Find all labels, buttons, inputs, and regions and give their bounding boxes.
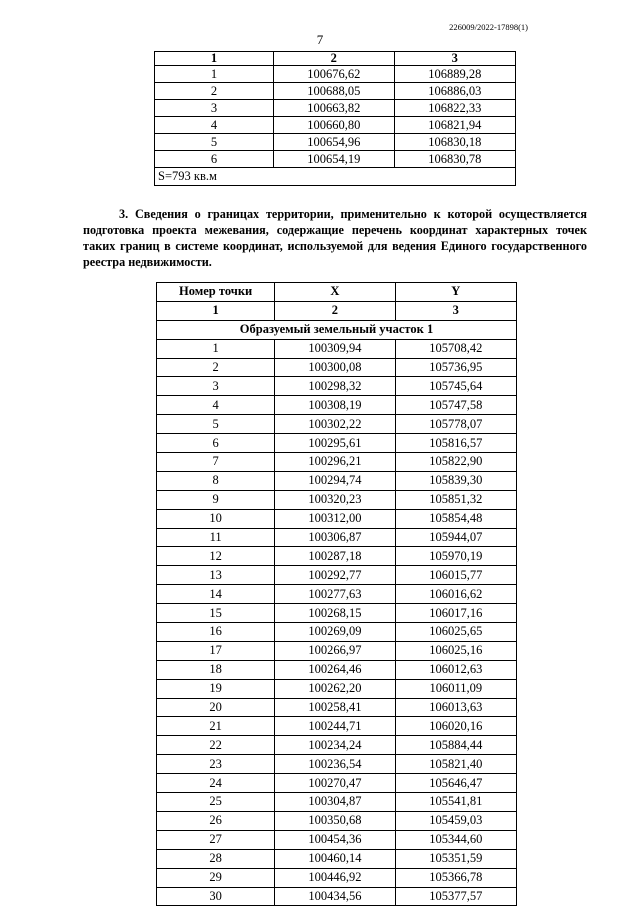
x-cell: 100302,22 (275, 415, 395, 434)
table-row (157, 887, 517, 906)
x-cell: 100234,24 (275, 736, 395, 755)
x-cell: 100268,15 (275, 604, 395, 623)
y-cell: 106015,77 (395, 566, 516, 585)
y-cell: 106025,65 (395, 623, 516, 642)
x-cell: 100306,87 (275, 528, 395, 547)
table-row (157, 490, 517, 509)
y-cell: 105944,07 (395, 528, 516, 547)
section-title-row (157, 320, 517, 339)
x-cell: 100295,61 (275, 434, 395, 453)
point-number-cell: 15 (157, 604, 275, 623)
point-number-cell: 30 (157, 887, 275, 906)
point-number-cell: 10 (157, 509, 275, 528)
column-number: 3 (394, 52, 515, 66)
header-y: Y (395, 283, 516, 302)
y-cell: 106830,78 (394, 151, 515, 168)
x-cell: 100654,19 (274, 151, 394, 168)
table-row (155, 151, 516, 168)
point-number-cell: 3 (157, 377, 275, 396)
table-row (157, 434, 517, 453)
y-cell: 105708,42 (395, 339, 516, 358)
table-row (157, 377, 517, 396)
column-number-row (155, 52, 516, 66)
x-cell: 100277,63 (275, 585, 395, 604)
x-cell: 100292,77 (275, 566, 395, 585)
y-cell: 105646,47 (395, 774, 516, 793)
x-cell: 100236,54 (275, 755, 395, 774)
y-cell: 105377,57 (395, 887, 516, 906)
section-title: Образуемый земельный участок 1 (157, 320, 517, 339)
table-row (157, 547, 517, 566)
point-number-cell: 1 (155, 66, 274, 83)
y-cell: 106821,94 (394, 117, 515, 134)
x-cell: 100460,14 (275, 849, 395, 868)
y-cell: 105821,40 (395, 755, 516, 774)
point-number-cell: 3 (155, 100, 274, 117)
point-number-cell: 23 (157, 755, 275, 774)
page-number: 7 (316, 32, 324, 47)
point-number-cell: 17 (157, 641, 275, 660)
table-row (157, 396, 517, 415)
x-cell: 100298,32 (275, 377, 395, 396)
point-number-cell: 1 (157, 339, 275, 358)
y-cell: 106830,18 (394, 134, 515, 151)
table-row (155, 83, 516, 100)
coordinates-table-boundaries (156, 282, 517, 906)
x-cell: 100350,68 (275, 811, 395, 830)
table-row (157, 415, 517, 434)
column-number-row (157, 301, 517, 320)
table-row (157, 717, 517, 736)
x-cell: 100258,41 (275, 698, 395, 717)
x-cell: 100312,00 (275, 509, 395, 528)
point-number-cell: 8 (157, 471, 275, 490)
point-number-cell: 5 (155, 134, 274, 151)
table-row (157, 660, 517, 679)
y-cell: 106822,33 (394, 100, 515, 117)
point-number-cell: 28 (157, 849, 275, 868)
y-cell: 105778,07 (395, 415, 516, 434)
header-row (157, 283, 517, 302)
column-number: 1 (155, 52, 274, 66)
y-cell: 106025,16 (395, 641, 516, 660)
area-value: S=793 кв.м (155, 168, 516, 186)
x-cell: 100446,92 (275, 868, 395, 887)
y-cell: 105854,48 (395, 509, 516, 528)
point-number-cell: 27 (157, 830, 275, 849)
table-row (157, 736, 517, 755)
table-row (157, 623, 517, 642)
point-number-cell: 6 (157, 434, 275, 453)
y-cell: 105970,19 (395, 547, 516, 566)
table-row (157, 566, 517, 585)
document-id: 226009/2022-17898(1) (449, 22, 528, 32)
table-row (157, 755, 517, 774)
table-row (157, 453, 517, 472)
y-cell: 105745,64 (395, 377, 516, 396)
y-cell: 106020,16 (395, 717, 516, 736)
table-row (157, 679, 517, 698)
y-cell: 105366,78 (395, 868, 516, 887)
y-cell: 105459,03 (395, 811, 516, 830)
y-cell: 105351,59 (395, 849, 516, 868)
point-number-cell: 6 (155, 151, 274, 168)
x-cell: 100300,08 (275, 358, 395, 377)
x-cell: 100688,05 (274, 83, 394, 100)
table-row (157, 471, 517, 490)
x-cell: 100660,80 (274, 117, 394, 134)
point-number-cell: 16 (157, 623, 275, 642)
table-row (157, 698, 517, 717)
x-cell: 100304,87 (275, 793, 395, 812)
point-number-cell: 19 (157, 679, 275, 698)
table-row (155, 66, 516, 83)
table-row (157, 585, 517, 604)
table-row (157, 339, 517, 358)
header-point-number: Номер точки (157, 283, 275, 302)
x-cell: 100296,21 (275, 453, 395, 472)
point-number-cell: 5 (157, 415, 275, 434)
y-cell: 105851,32 (395, 490, 516, 509)
point-number-cell: 14 (157, 585, 275, 604)
x-cell: 100264,46 (275, 660, 395, 679)
area-row (155, 168, 516, 186)
y-cell: 105816,57 (395, 434, 516, 453)
header-x: X (275, 283, 395, 302)
column-number: 1 (157, 301, 275, 320)
point-number-cell: 18 (157, 660, 275, 679)
column-number: 2 (275, 301, 395, 320)
x-cell: 100308,19 (275, 396, 395, 415)
x-cell: 100320,23 (275, 490, 395, 509)
y-cell: 106889,28 (394, 66, 515, 83)
x-cell: 100309,94 (275, 339, 395, 358)
y-cell: 106017,16 (395, 604, 516, 623)
section-3-paragraph: 3. Сведения о границах территории, применительно к которой осуществляется подготовка проекта межевания, содержащие перечень координат характерных точек таких границ в системе координат, используемой для ведения Единого государственного реестра недвижимости. (83, 207, 587, 269)
y-cell: 106013,63 (395, 698, 516, 717)
x-cell: 100244,71 (275, 717, 395, 736)
point-number-cell: 4 (157, 396, 275, 415)
table-row (157, 528, 517, 547)
y-cell: 106886,03 (394, 83, 515, 100)
point-number-cell: 21 (157, 717, 275, 736)
y-cell: 106016,62 (395, 585, 516, 604)
point-number-cell: 4 (155, 117, 274, 134)
table-row (157, 774, 517, 793)
y-cell: 106011,09 (395, 679, 516, 698)
x-cell: 100262,20 (275, 679, 395, 698)
table-row (155, 100, 516, 117)
point-number-cell: 25 (157, 793, 275, 812)
column-number: 3 (395, 301, 516, 320)
table-row (155, 117, 516, 134)
y-cell: 105541,81 (395, 793, 516, 812)
y-cell: 105747,58 (395, 396, 516, 415)
x-cell: 100654,96 (274, 134, 394, 151)
point-number-cell: 11 (157, 528, 275, 547)
x-cell: 100287,18 (275, 547, 395, 566)
point-number-cell: 13 (157, 566, 275, 585)
table-row (157, 868, 517, 887)
y-cell: 105884,44 (395, 736, 516, 755)
table-row (157, 358, 517, 377)
x-cell: 100270,47 (275, 774, 395, 793)
point-number-cell: 9 (157, 490, 275, 509)
point-number-cell: 29 (157, 868, 275, 887)
column-number: 2 (274, 52, 394, 66)
table-row (157, 641, 517, 660)
y-cell: 105736,95 (395, 358, 516, 377)
point-number-cell: 24 (157, 774, 275, 793)
x-cell: 100294,74 (275, 471, 395, 490)
y-cell: 106012,63 (395, 660, 516, 679)
point-number-cell: 22 (157, 736, 275, 755)
point-number-cell: 20 (157, 698, 275, 717)
point-number-cell: 2 (157, 358, 275, 377)
point-number-cell: 7 (157, 453, 275, 472)
table-row (155, 134, 516, 151)
x-cell: 100434,56 (275, 887, 395, 906)
table-row (157, 849, 517, 868)
table-row (157, 509, 517, 528)
table-row (157, 793, 517, 812)
x-cell: 100269,09 (275, 623, 395, 642)
point-number-cell: 26 (157, 811, 275, 830)
x-cell: 100676,62 (274, 66, 394, 83)
x-cell: 100663,82 (274, 100, 394, 117)
y-cell: 105344,60 (395, 830, 516, 849)
table-row (157, 604, 517, 623)
x-cell: 100266,97 (275, 641, 395, 660)
table-row (157, 811, 517, 830)
x-cell: 100454,36 (275, 830, 395, 849)
table-row (157, 830, 517, 849)
y-cell: 105839,30 (395, 471, 516, 490)
y-cell: 105822,90 (395, 453, 516, 472)
coordinates-table-previous (154, 51, 516, 186)
point-number-cell: 12 (157, 547, 275, 566)
point-number-cell: 2 (155, 83, 274, 100)
